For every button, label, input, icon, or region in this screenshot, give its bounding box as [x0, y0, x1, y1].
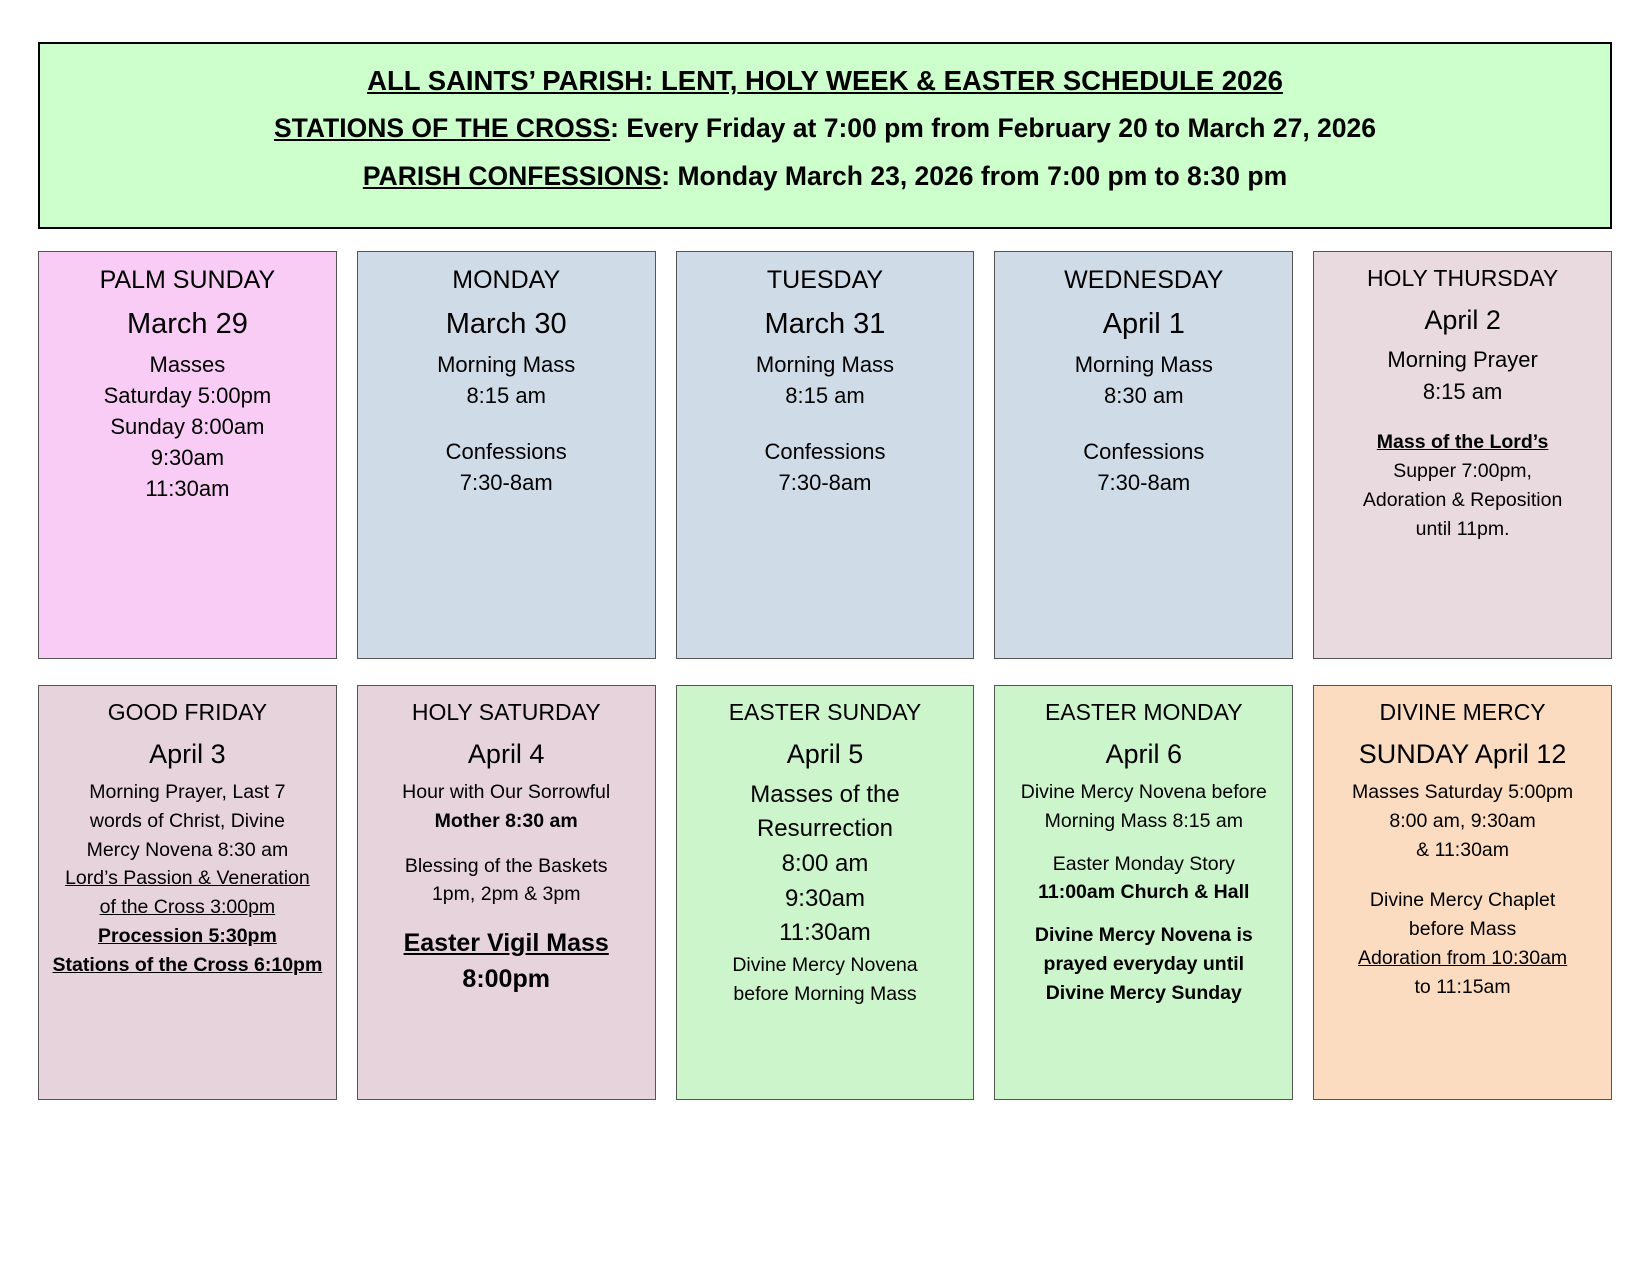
- banner-confessions-line: [54, 160, 1596, 193]
- card-line: Confessions: [1083, 439, 1205, 465]
- card-line: 7:30-8am: [459, 470, 553, 496]
- card-line: 9:30am: [784, 884, 866, 912]
- card-line: Adoration & Reposition: [1362, 488, 1563, 511]
- card-date: April 1: [1102, 307, 1185, 340]
- card-line-emphasis: Procession 5:30pm: [97, 925, 277, 948]
- card-line: 1pm, 2pm & 3pm: [431, 883, 581, 906]
- card-title: GOOD FRIDAY: [107, 698, 268, 725]
- card-line: Confessions: [445, 439, 567, 465]
- card-easter-monday: [994, 685, 1293, 1100]
- banner-title-text: ALL SAINTS’ PARISH: LENT, HOLY WEEK & EASTER SCHEDULE 2026: [367, 65, 1283, 96]
- card-line: Supper 7:00pm,: [1393, 459, 1532, 482]
- card-line: Saturday 5:00pm: [103, 382, 272, 408]
- card-line: 11:30am: [145, 476, 230, 502]
- card-line: Masses of the: [750, 780, 900, 808]
- card-line: & 11:30am: [1416, 838, 1510, 861]
- banner-stations-line: [54, 112, 1596, 145]
- card-title: EASTER MONDAY: [1044, 698, 1243, 725]
- card-line: words of Christ, Divine: [89, 809, 285, 832]
- card-spacer: [366, 911, 647, 923]
- card-line: 8:00 am, 9:30am: [1389, 809, 1536, 832]
- card-line: Morning Prayer: [1387, 346, 1538, 372]
- card-line-emphasis: 11:00am Church & Hall: [1038, 881, 1250, 904]
- card-date: April 4: [467, 739, 545, 770]
- header-banner: [38, 42, 1612, 229]
- card-line: Mercy Novena 8:30 am: [86, 838, 289, 861]
- card-good-friday: [38, 685, 337, 1100]
- card-title: EASTER SUNDAY: [728, 698, 922, 725]
- card-line: Resurrection: [756, 815, 894, 843]
- card-date: SUNDAY April 12: [1358, 739, 1567, 770]
- card-palm-sunday: [38, 251, 337, 659]
- banner-stations-label: STATIONS OF THE CROSS: [273, 113, 611, 144]
- week-row-one: [38, 251, 1612, 659]
- card-body: [685, 780, 966, 1008]
- card-holy-thursday: [1313, 251, 1612, 659]
- banner-title: [54, 64, 1596, 98]
- card-line: 9:30am: [150, 445, 225, 471]
- card-title: HOLY THURSDAY: [1366, 264, 1559, 291]
- card-date: March 30: [445, 307, 567, 340]
- card-spacer: [366, 413, 647, 435]
- card-body: [47, 351, 328, 504]
- card-title: DIVINE MERCY: [1379, 698, 1546, 725]
- card-title: MONDAY: [452, 265, 561, 294]
- card-title: PALM SUNDAY: [99, 265, 276, 294]
- card-line-emphasis: Easter Vigil Mass: [403, 929, 609, 958]
- card-date: March 29: [126, 307, 248, 340]
- card-line: 8:15 am: [466, 382, 546, 408]
- card-line: Divine Mercy Novena before: [1020, 780, 1267, 803]
- card-line: 8:30 am: [1104, 382, 1184, 408]
- card-body: [366, 351, 647, 498]
- card-spacer: [1322, 410, 1603, 426]
- card-body: [47, 780, 328, 979]
- card-title: WEDNESDAY: [1064, 265, 1224, 294]
- card-date: April 2: [1424, 305, 1501, 336]
- banner-confessions-text: : Monday March 23, 2026 from 7:00 pm to 8:30 pm: [661, 160, 1288, 191]
- card-line: to 11:15am: [1414, 976, 1511, 999]
- card-body: [1322, 346, 1603, 542]
- banner-stations-text: : Every Friday at 7:00 pm from February 20 to March 27, 2026: [610, 113, 1377, 144]
- card-spacer: [366, 838, 647, 850]
- card-line: until 11pm.: [1415, 517, 1510, 540]
- card-line-emphasis: Mass of the Lord’s: [1376, 430, 1549, 453]
- card-title: TUESDAY: [766, 265, 884, 294]
- card-body: [1003, 351, 1284, 498]
- card-spacer: [1003, 838, 1284, 848]
- card-monday: [357, 251, 656, 659]
- card-line: 8:15 am: [1422, 378, 1503, 404]
- card-date: April 6: [1105, 739, 1183, 770]
- card-body: [1322, 780, 1603, 1001]
- card-line: Confessions: [764, 439, 886, 465]
- card-line: Sunday 8:00am: [110, 414, 265, 440]
- card-holy-saturday: [357, 685, 656, 1100]
- card-title: HOLY SATURDAY: [411, 698, 601, 725]
- card-line: 11:30am: [779, 919, 871, 947]
- card-line: Masses: [149, 351, 226, 377]
- card-line-emphasis: of the Cross 3:00pm: [99, 896, 276, 919]
- card-line-emphasis: Mother 8:30 am: [434, 809, 578, 832]
- card-line: Hour with Our Sorrowful: [402, 780, 611, 803]
- card-body: [685, 351, 966, 498]
- card-spacer: [1322, 866, 1603, 884]
- card-line-emphasis: Adoration from 10:30am: [1357, 947, 1568, 970]
- card-spacer: [685, 413, 966, 435]
- card-spacer: [1003, 909, 1284, 919]
- card-date: April 5: [786, 739, 864, 770]
- card-tuesday: [676, 251, 975, 659]
- card-line: 7:30-8am: [1097, 470, 1191, 496]
- card-line-emphasis: Lord’s Passion & Veneration: [65, 867, 310, 890]
- card-body: [1003, 780, 1284, 1007]
- banner-confessions-label: PARISH CONFESSIONS: [362, 160, 662, 191]
- card-line: Morning Prayer, Last 7: [89, 780, 286, 803]
- card-line: 7:30-8am: [778, 470, 872, 496]
- card-line: Divine Mercy Chaplet: [1369, 889, 1556, 912]
- card-divine-mercy-sunday: [1313, 685, 1612, 1100]
- card-body: [366, 780, 647, 996]
- card-line: Easter Monday Story: [1052, 852, 1235, 875]
- card-line-emphasis: Divine Mercy Novena is: [1034, 924, 1253, 947]
- card-line: 8:15 am: [785, 382, 865, 408]
- card-line: 8:00 am: [781, 850, 869, 878]
- card-wednesday: [994, 251, 1293, 659]
- card-line: Morning Mass: [1074, 351, 1213, 377]
- card-line-emphasis: 8:00pm: [462, 965, 550, 994]
- card-line: Morning Mass: [755, 351, 895, 377]
- card-easter-sunday: [676, 685, 975, 1100]
- card-line: Masses Saturday 5:00pm: [1352, 780, 1574, 803]
- card-line: Divine Mercy Novena: [732, 954, 918, 977]
- card-date: March 31: [764, 307, 886, 340]
- card-line-emphasis: Divine Mercy Sunday: [1045, 982, 1242, 1005]
- card-line: before Morning Mass: [733, 983, 917, 1006]
- card-line: before Mass: [1408, 918, 1517, 941]
- week-row-two: [38, 685, 1612, 1100]
- card-line: Morning Mass 8:15 am: [1044, 809, 1243, 832]
- card-date: April 3: [149, 739, 226, 770]
- card-spacer: [1003, 413, 1284, 435]
- card-line-emphasis: prayed everyday until: [1043, 953, 1245, 976]
- card-line: Morning Mass: [437, 351, 576, 377]
- card-line-emphasis: Stations of the Cross 6:10pm: [52, 954, 323, 977]
- card-line: Blessing of the Baskets: [404, 854, 608, 877]
